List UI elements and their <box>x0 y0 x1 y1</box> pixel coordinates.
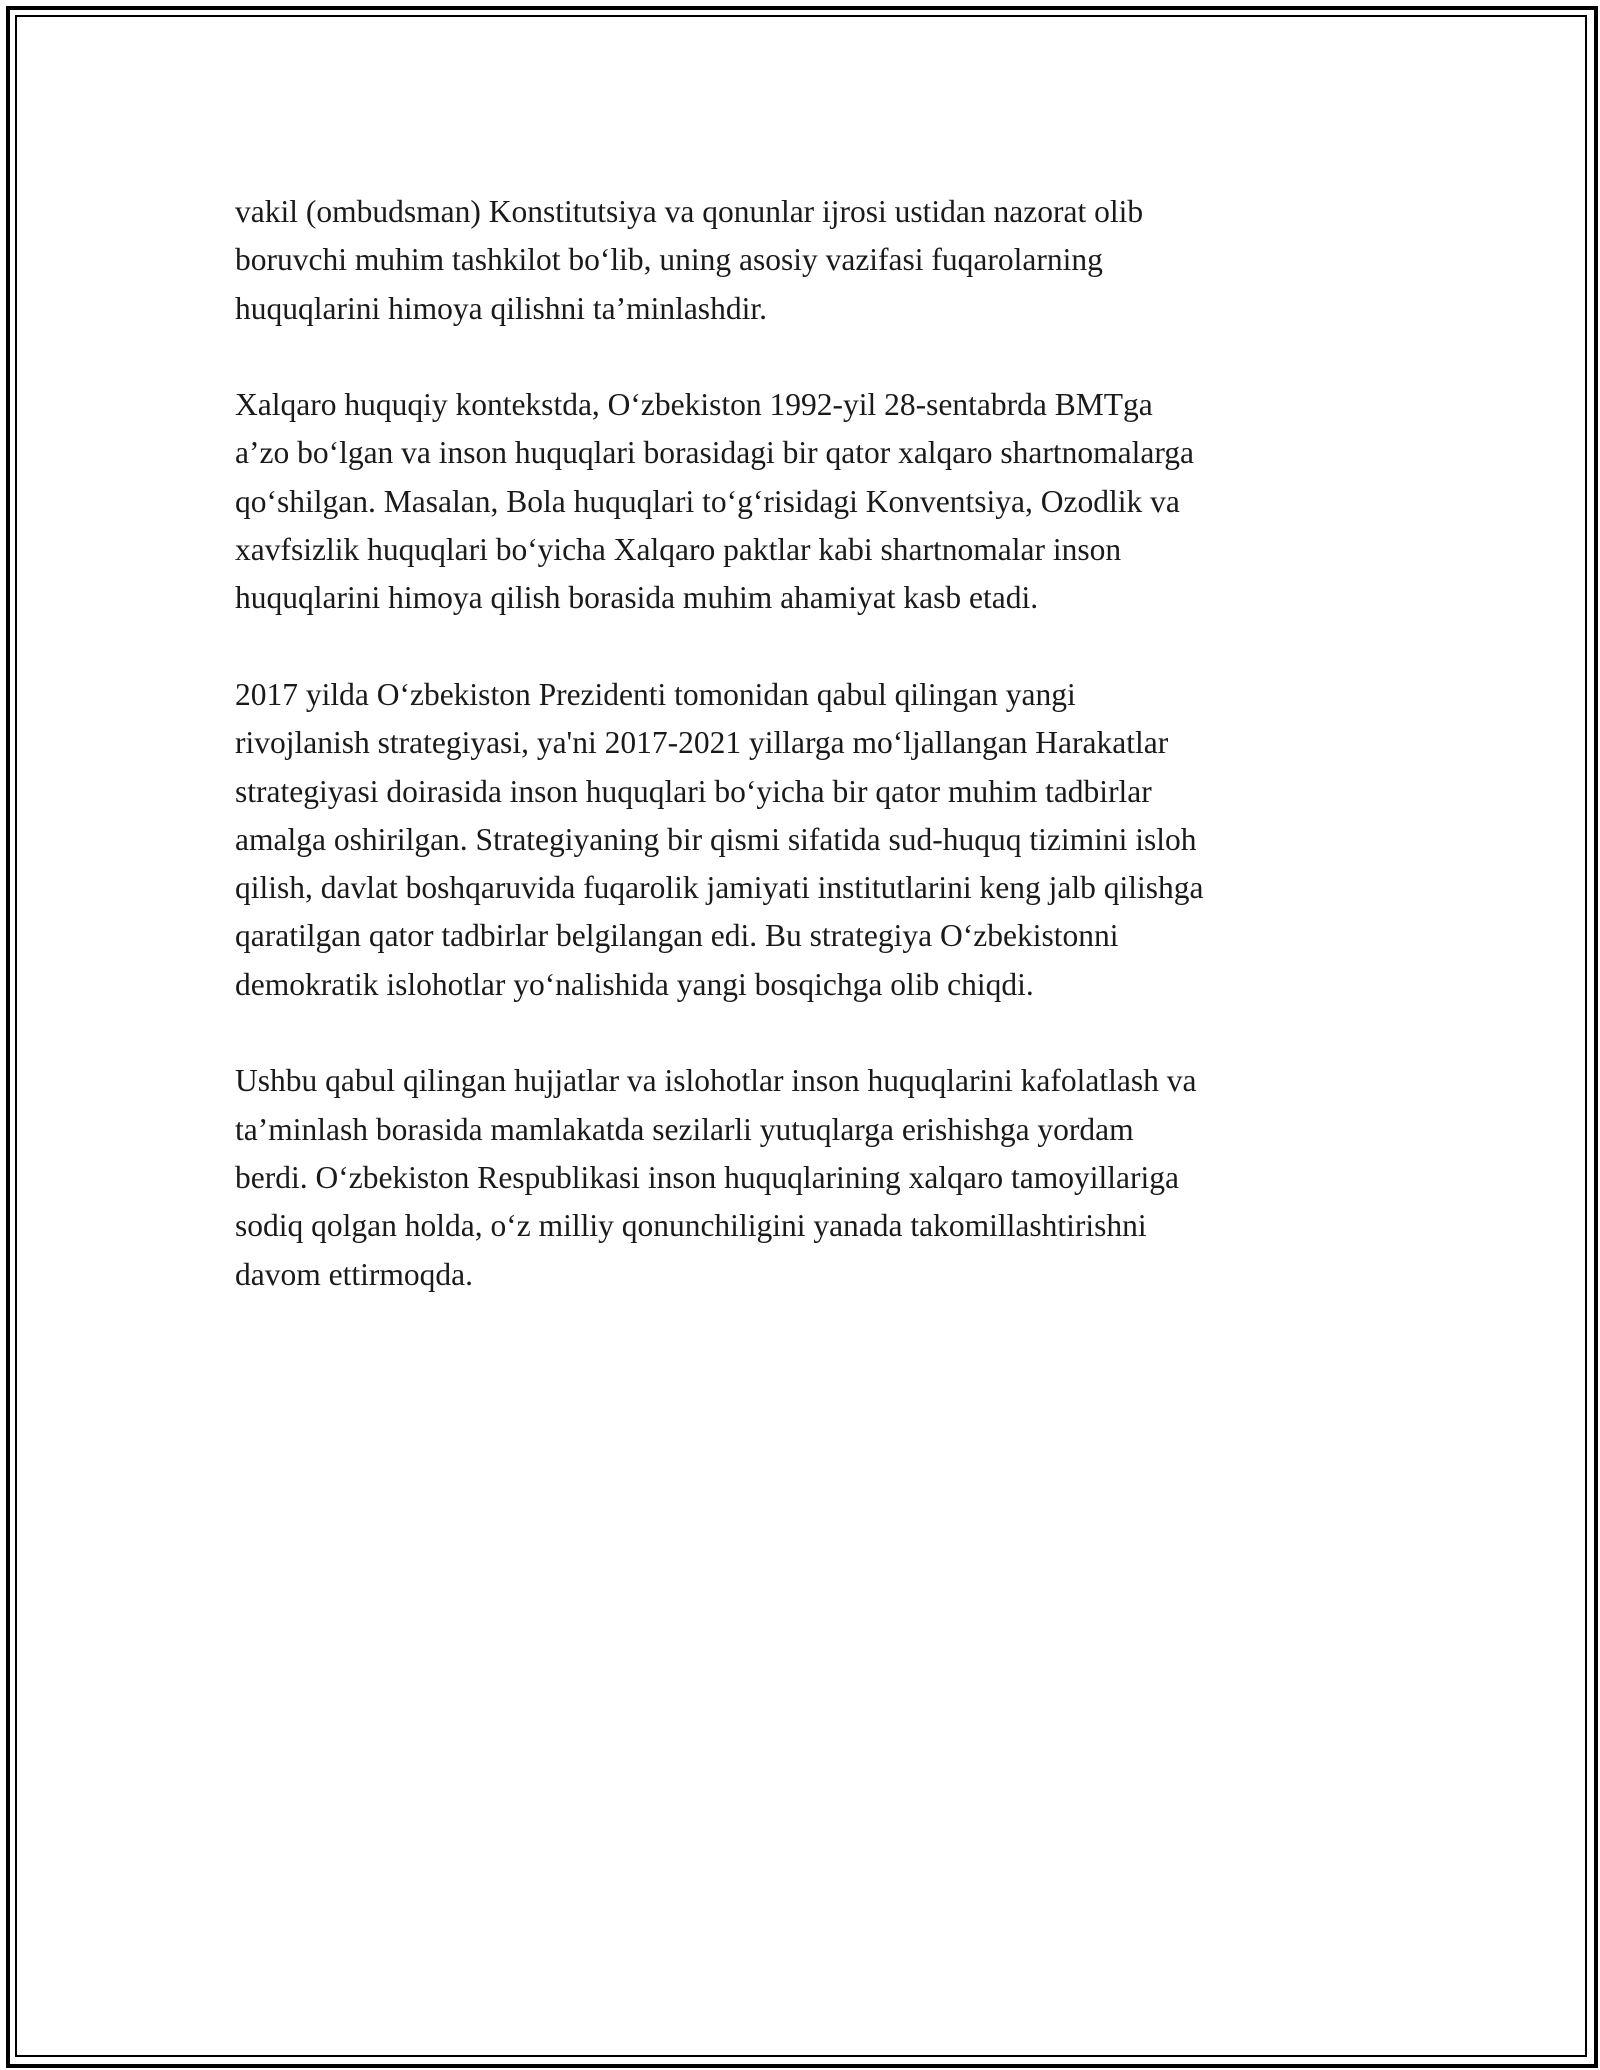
text-line: Ushbu qabul qilingan hujjatlar va islohotlar inson huquqlarini kafolatlash va <box>235 1063 1197 1099</box>
paragraph-4 <box>235 1057 1385 1298</box>
text-line: 2017 yilda O‘zbekiston Prezidenti tomonidan qabul qilingan yangi <box>235 676 1076 712</box>
text-line: huquqlarini himoya qilishni ta’minlashdir. <box>235 290 767 326</box>
text-line: rivojlanish strategiyasi, ya'ni 2017-2021 yillarga mo‘ljallangan Harakatlar <box>235 725 1169 761</box>
text-line: strategiyasi doirasida inson huquqlari bo‘yicha bir qator muhim tadbirlar <box>235 773 1152 809</box>
text-line: qaratilgan qator tadbirlar belgilangan edi. Bu strategiya O‘zbekistonni <box>235 918 1119 954</box>
paragraph-3 <box>235 671 1385 1009</box>
text-line: qilish, davlat boshqaruvida fuqarolik jamiyati institutlarini keng jalb qilishga <box>235 870 1204 906</box>
text-line: sodiq qolgan holda, o‘z milliy qonunchiligini yanada takomillashtirishni <box>235 1208 1147 1244</box>
paragraph-1 <box>235 188 1385 333</box>
text-line: demokratik islohotlar yo‘nalishida yangi bosqichga olib chiqdi. <box>235 966 1034 1002</box>
text-line: a’zo bo‘lgan va inson huquqlari borasidagi bir qator xalqaro shartnomalarga <box>235 435 1194 471</box>
paragraph-2 <box>235 381 1385 622</box>
text-line: davom ettirmoqda. <box>235 1256 473 1292</box>
document-body <box>235 188 1385 1347</box>
text-line: vakil (ombudsman) Konstitutsiya va qonunlar ijrosi ustidan nazorat olib <box>235 194 1144 229</box>
text-line: berdi. O‘zbekiston Respublikasi inson huquqlarining xalqaro tamoyillariga <box>235 1159 1179 1195</box>
text-line: Xalqaro huquqiy kontekstda, O‘zbekiston 1992-yil 28-sentabrda BMTga <box>235 387 1153 423</box>
text-line: boruvchi muhim tashkilot bo‘lib, uning asosiy vazifasi fuqarolarning <box>235 242 1103 278</box>
text-line: qo‘shilgan. Masalan, Bola huquqlari to‘g‘risidagi Konventsiya, Ozodlik va <box>235 483 1180 519</box>
text-line: huquqlarini himoya qilish borasida muhim ahamiyat kasb etadi. <box>235 580 1039 616</box>
text-line: xavfsizlik huquqlari bo‘yicha Xalqaro paktlar kabi shartnomalar inson <box>235 532 1122 568</box>
text-line: ta’minlash borasida mamlakatda sezilarli yutuqlarga erishishga yordam <box>235 1111 1134 1147</box>
text-line: amalga oshirilgan. Strategiyaning bir qismi sifatida sud-huquq tizimini isloh <box>235 821 1197 857</box>
